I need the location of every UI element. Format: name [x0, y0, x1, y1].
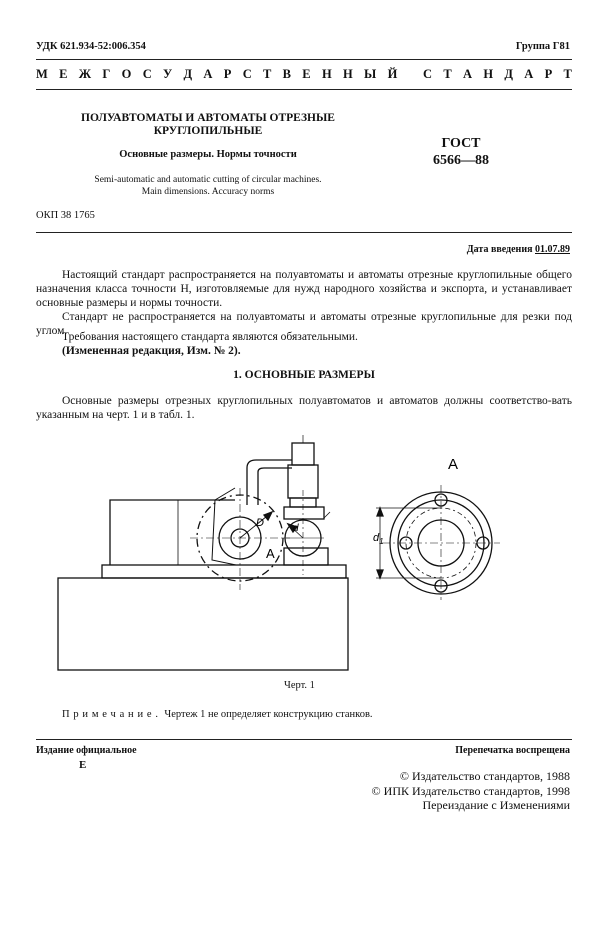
note-label: Примечание.	[62, 709, 162, 720]
dim-d1-letter: d	[373, 532, 380, 544]
interstate-letter: Д	[183, 67, 193, 81]
dim-d1-subscript: 1	[379, 537, 384, 546]
figure-caption: Черт. 1	[284, 680, 315, 691]
section-title: 1. ОСНОВНЫЕ РАЗМЕРЫ	[233, 369, 375, 381]
interstate-letter: В	[282, 67, 291, 81]
interstate-letter: Ж	[78, 67, 92, 81]
document-subtitle: Основные размеры. Нормы точности	[119, 149, 297, 160]
gost-label: ГОСТ	[441, 136, 481, 151]
document-title-line2: КРУГЛОПИЛЬНЫЕ	[153, 125, 263, 137]
interstate-letter: Й	[387, 67, 398, 81]
note	[62, 709, 373, 720]
saw-blade	[190, 488, 290, 590]
udk-code: УДК 621.934-52:006.354	[36, 41, 146, 52]
interstate-letter: Т	[563, 67, 572, 81]
workpiece	[283, 512, 330, 565]
interstate-letter: С	[242, 67, 252, 81]
interstate-letter: Д	[504, 67, 513, 81]
interstate-letter: Т	[263, 67, 272, 81]
label-D: D	[256, 517, 264, 529]
copyright-1988: © Издательство стандартов, 1988	[399, 769, 570, 783]
label-d: d	[293, 523, 299, 534]
document-title-line1: ПОЛУАВТОМАТЫ И АВТОМАТЫ ОТРЕЗНЫЕ	[81, 112, 335, 124]
reprint-notice: Перепечатка воспрещена	[455, 745, 570, 756]
interstate-letter: А	[524, 67, 534, 81]
paragraph-exclusion-text: Стандарт не распространяется на полуавтоматы и автоматы отрезные круглопильные для резки под углом.	[36, 311, 572, 337]
paragraph-dimensions-text: Основные размеры отрезных круглопильных полуавтоматов и автоматов должны соответство-вать указанным на черт. 1 и в табл. 1.	[36, 395, 572, 421]
okp-code: ОКП 38 1765	[36, 210, 95, 221]
interstate-letter: Т	[443, 67, 452, 81]
interstate-letter: Г	[102, 67, 111, 81]
interstate-letter: Н	[321, 67, 332, 81]
gost-number: 6566—88	[433, 153, 489, 168]
interstate-letter: Ы	[364, 67, 377, 81]
interstate-letter: Н	[342, 67, 353, 81]
machine-base	[58, 578, 348, 670]
interstate-letter: Н	[483, 67, 494, 81]
intro-date-value: 01.07.89	[535, 244, 570, 255]
paragraph-scope-text: Настоящий стандарт распространяется на полуавтоматы и автоматы отрезные круглопильные общего назначения класса точности Н, изготовляемые для нужд народного хозяйства и экспорта, и устанавливает основные размеры и нормы точности.	[36, 269, 572, 309]
interstate-letter: Е	[59, 67, 68, 81]
copyright-1998: © ИПК Издательство стандартов, 1998	[371, 783, 570, 798]
interstate-letter: А	[463, 67, 473, 81]
label-A-saw: A	[266, 546, 275, 561]
paragraph-amendment-text: (Измененная редакция, Изм. № 2).	[62, 345, 241, 357]
english-title-line1: Semi-automatic and automatic cutting of circular machines.	[94, 175, 322, 185]
view-label-A: A	[448, 456, 459, 473]
interstate-letter: С	[423, 67, 433, 81]
machine-table	[102, 565, 346, 578]
english-title-line2: Main dimensions. Accuracy norms	[141, 187, 275, 197]
interstate-letter: Р	[223, 67, 232, 81]
dim-d1	[373, 532, 384, 546]
note-text: Чертеж 1 не определяет конструкцию станков.	[161, 709, 373, 720]
flange-view-a	[376, 485, 500, 600]
interstate-letter: А	[203, 67, 213, 81]
group-code: Группа Г81	[515, 41, 570, 52]
intro-date-label: Дата введения	[466, 244, 533, 255]
interstate-letter: Р	[544, 67, 553, 81]
footer-rule	[36, 739, 572, 740]
reissue-note: Переиздание с Изменениями	[422, 798, 570, 812]
interstate-letter: С	[142, 67, 152, 81]
paragraph-mandatory-text: Требования настоящего стандарта являются обязательными.	[62, 331, 358, 343]
copyright-block	[350, 769, 570, 813]
official-edition: Издание официальное	[36, 745, 137, 756]
interstate-letter: О	[121, 67, 132, 81]
interstate-letter: М	[36, 67, 48, 81]
saw-housing	[110, 500, 235, 565]
edition-letter: Е	[79, 759, 87, 771]
interstate-letter: У	[163, 67, 173, 81]
interstate-letter: Е	[302, 67, 311, 81]
